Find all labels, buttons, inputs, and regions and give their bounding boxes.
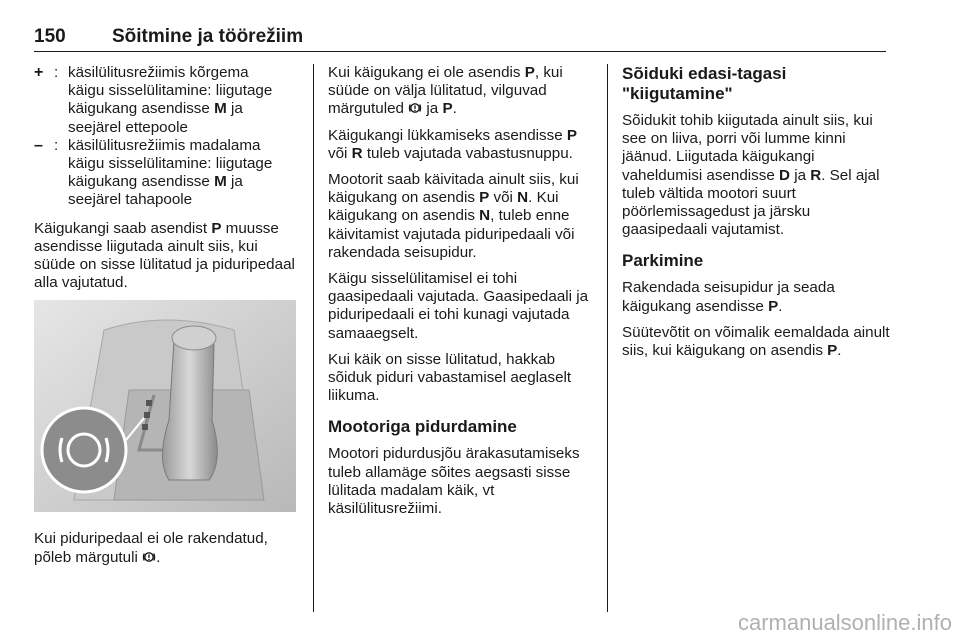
section-heading: Parkimine — [622, 251, 704, 271]
column-divider — [607, 64, 608, 612]
paragraph: Kui käik on sisse lülitatud, hakkab sõiduk piduri vabastamisel aeglaselt liikuma. — [328, 350, 572, 405]
gear-lever-illustration — [34, 300, 296, 512]
paragraph: Mootorit saab käivitada ainult siis, kui käigukang on asendis P või N. Kui käigukang on asendis N, tuleb enne käivitamist vajutada piduripedaali või rakendada seisupidur. — [328, 171, 579, 261]
brake-warning-icon — [408, 101, 422, 115]
paragraph: Käigukangi lükkamiseks asendisse P või R tuleb vajutada vabastusnuppu. — [328, 126, 578, 162]
column-divider — [313, 64, 314, 612]
paragraph: Mootori pidurdusjõu ärakasutamiseks tuleb allamäge sõites aegsasti sisse lülitada madalam käik, vt käsilülitusrežiimi. — [328, 445, 580, 518]
paragraph: Süütevõtit on võimalik eemaldada ainult siis, kui käigukang on asendis P. — [622, 323, 890, 360]
column-3 — [622, 64, 892, 368]
paragraph: Kui käigukang ei ole asendis P, kui süüde on välja lülitatud, vilguvad märgutuled ja P. — [328, 64, 563, 118]
minus-icon: – — [34, 136, 43, 154]
plus-icon: + — [34, 64, 44, 81]
column-2 — [328, 64, 596, 526]
paragraph: Rakendada seisupidur ja seada käigukang asendisse P. — [622, 279, 835, 315]
paragraph: Käigukangi saab asendist P muusse asendisse liigutada ainult siis, kui süüde on sisse lülitatud ja piduripedaal alla vajutatud. — [34, 219, 295, 292]
section-heading: Mootoriga pidurdamine — [328, 417, 517, 437]
legend-minus: – : käsilülitusrežiimis madalama käigu sisselülitamine: liigutage käigukang asendisse M ja seejärel tahapoole — [34, 136, 273, 209]
legend-plus: + : käsilülitusrežiimis kõrgema käigu sisselülitamine: liigutage käigukang asendisse M ja seejärel ettepoole — [34, 64, 273, 136]
caption: Kui piduripedaal ei ole rakendatud, põleb märgutuli . — [34, 530, 268, 566]
page-title: Sõitmine ja töörežiim — [112, 26, 304, 47]
paragraph: Sõidukit tohib kiigutada ainult siis, kui see on liiva, porri või lumme kinni jäänud. Liigutada käigukangi vaheldumisi asendisse D ja R. Sel ajal tuleb vältida mootori suurt pöörlemissagedust ja järsku gaasipedaali vajutamist. — [622, 112, 880, 239]
gear-selector-photo — [34, 300, 296, 512]
page-number: 150 — [34, 26, 66, 47]
paragraph: Käigu sisselülitamisel ei tohi gaasipedaali vajutada. Gaasipedaali ja piduripedaali ei tohi kunagi vajutada samaaegselt. — [328, 270, 589, 342]
page-header — [34, 22, 886, 52]
column-1 — [34, 64, 300, 575]
watermark: carmanualsonline.info — [737, 610, 952, 635]
section-heading: Sõiduki edasi-tagasi "kiigutamine" — [622, 64, 787, 103]
brake-warning-icon — [142, 550, 156, 564]
